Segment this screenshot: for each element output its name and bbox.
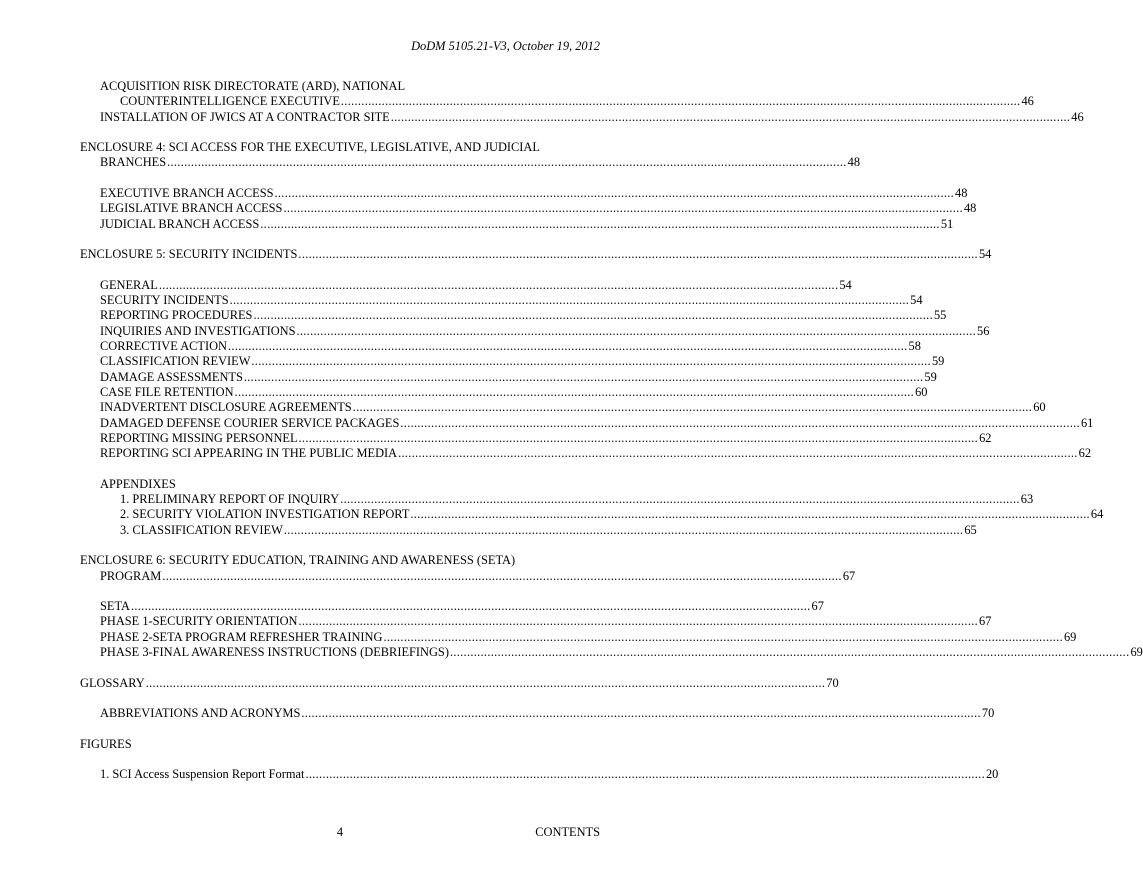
- toc-entry-page: 55: [933, 308, 947, 323]
- toc-entry[interactable]: [80, 323, 990, 339]
- toc-entry-ard[interactable]: [80, 94, 1034, 109]
- toc-entry-page: 59: [924, 369, 937, 384]
- toc-entry-page: 65: [964, 522, 977, 537]
- dot-leader: ........................................................................................................................................................................................................: [298, 430, 979, 445]
- toc-entry-page: 20: [985, 767, 999, 782]
- toc-entry-title: LEGISLATIVE BRANCH ACCESS: [100, 201, 283, 216]
- toc-entry-title: 1. PRELIMINARY REPORT OF INQUIRY: [120, 492, 340, 507]
- toc-entry-enclosure-5[interactable]: [80, 247, 992, 262]
- toc-entry[interactable]: [80, 430, 992, 446]
- dot-leader: ........................................................................................................................................................................................................: [158, 277, 839, 292]
- toc-entry-jwics[interactable]: [80, 109, 1084, 125]
- dot-leader: ........................................................................................................................................................................................................: [383, 629, 1063, 644]
- toc-entry-page: 51: [940, 216, 954, 231]
- dot-leader: ........................................................................................................................................................................................................: [229, 293, 910, 308]
- toc-heading-appendixes: APPENDIXES: [100, 476, 176, 491]
- toc-heading-ard-line1: ACQUISITION RISK DIRECTORATE (ARD), NATIONAL: [100, 79, 406, 93]
- toc-entry-title: JUDICIAL BRANCH ACCESS: [100, 216, 260, 231]
- toc-heading-enclosure-6-line1: ENCLOSURE 6: SECURITY EDUCATION, TRAINING AND AWARENESS (SETA): [80, 553, 516, 568]
- toc-entry[interactable]: [80, 201, 977, 216]
- toc-entry-page: 60: [915, 384, 928, 399]
- toc-entry[interactable]: [80, 446, 1092, 461]
- toc-entry-appendix[interactable]: [80, 507, 1104, 522]
- document-reference-header: DoDM 5105.21-V3, October 19, 2012: [411, 39, 600, 53]
- toc-entry-page: 46: [1071, 109, 1084, 124]
- toc-entry-page: 70: [826, 675, 839, 690]
- dot-leader: ........................................................................................................................................................................................................: [400, 415, 1080, 430]
- toc-entry-page: 56: [977, 323, 990, 338]
- toc-entry[interactable]: [80, 339, 921, 354]
- toc-entry-page: 67: [979, 614, 992, 629]
- toc-entry[interactable]: [80, 614, 992, 629]
- toc-entry-page: 54: [839, 277, 852, 292]
- toc-entry[interactable]: [80, 308, 947, 323]
- dot-leader: ........................................................................................................................................................................................................: [449, 644, 1130, 659]
- dot-leader: ........................................................................................................................................................................................................: [283, 201, 963, 216]
- toc-entry-title: PHASE 3-FINAL AWARENESS INSTRUCTIONS (DEBRIEFINGS): [100, 644, 449, 659]
- dot-leader: ........................................................................................................................................................................................................: [243, 369, 924, 384]
- toc-entry-title: ABBREVIATIONS AND ACRONYMS: [100, 706, 301, 721]
- toc-entry-title: BRANCHES: [100, 155, 167, 170]
- dot-leader: ........................................................................................................................................................................................................: [234, 384, 915, 399]
- dot-leader: ........................................................................................................................................................................................................: [145, 675, 826, 690]
- dot-leader: ........................................................................................................................................................................................................: [274, 186, 955, 201]
- dot-leader: ........................................................................................................................................................................................................: [340, 94, 1021, 109]
- toc-entry-title: PHASE 1-SECURITY ORIENTATION: [100, 614, 298, 629]
- table-of-contents: [80, 79, 1143, 783]
- toc-entry-page: 69: [1063, 629, 1077, 644]
- toc-entry-title: CLASSIFICATION REVIEW: [100, 354, 251, 369]
- toc-entry-page: 62: [979, 430, 992, 445]
- toc-entry-title: REPORTING SCI APPEARING IN THE PUBLIC MEDIA: [100, 446, 398, 461]
- toc-entry-page: 70: [981, 706, 995, 721]
- toc-entry[interactable]: [80, 216, 954, 232]
- dot-leader: ........................................................................................................................................................................................................: [130, 599, 811, 614]
- toc-entry-page: 64: [1090, 507, 1104, 522]
- toc-entry-page: 48: [847, 155, 861, 170]
- toc-entry[interactable]: [80, 415, 1094, 431]
- dot-leader: ........................................................................................................................................................................................................: [340, 492, 1020, 507]
- toc-entry[interactable]: [80, 599, 824, 614]
- toc-entry-title: 2. SECURITY VIOLATION INVESTIGATION REPORT: [120, 507, 410, 522]
- dot-leader: ........................................................................................................................................................................................................: [253, 308, 933, 323]
- dot-leader: ........................................................................................................................................................................................................: [162, 568, 842, 583]
- toc-entry-title: GENERAL: [100, 277, 158, 292]
- toc-entry-page: 67: [842, 568, 856, 583]
- toc-entry-title: REPORTING PROCEDURES: [100, 308, 253, 323]
- toc-entry-title: 1. SCI Access Suspension Report Format: [100, 767, 305, 782]
- dot-leader: ........................................................................................................................................................................................................: [228, 339, 908, 354]
- toc-entry[interactable]: [80, 354, 945, 369]
- toc-entry-page: 46: [1021, 94, 1034, 109]
- toc-entry[interactable]: [80, 186, 968, 201]
- dot-leader: ........................................................................................................................................................................................................: [251, 354, 931, 369]
- toc-entry-page: 48: [963, 201, 977, 216]
- toc-entry-page: 69: [1130, 644, 1143, 659]
- dot-leader: ........................................................................................................................................................................................................: [305, 767, 985, 782]
- toc-entry[interactable]: [80, 644, 1143, 660]
- toc-entry-title: CASE FILE RETENTION: [100, 384, 234, 399]
- dot-leader: ........................................................................................................................................................................................................: [301, 706, 981, 721]
- toc-entry[interactable]: [80, 277, 852, 293]
- toc-entry-page: 54: [978, 247, 992, 262]
- dot-leader: ........................................................................................................................................................................................................: [410, 507, 1090, 522]
- toc-entry-glossary[interactable]: [80, 675, 839, 691]
- dot-leader: ........................................................................................................................................................................................................: [167, 155, 847, 170]
- toc-heading-enclosure-4-line1: ENCLOSURE 4: SCI ACCESS FOR THE EXECUTIVE, LEGISLATIVE, AND JUDICIAL: [80, 140, 540, 155]
- toc-entry-page: 48: [955, 186, 968, 201]
- dot-leader: ........................................................................................................................................................................................................: [298, 614, 979, 629]
- dot-leader: ........................................................................................................................................................................................................: [398, 446, 1078, 461]
- toc-entry-title: CORRECTIVE ACTION: [100, 339, 228, 354]
- toc-entry[interactable]: [80, 369, 937, 385]
- toc-entry-title: DAMAGE ASSESSMENTS: [100, 369, 243, 384]
- toc-entry-title: INADVERTENT DISCLOSURE AGREEMENTS: [100, 400, 352, 415]
- toc-entry-page: 59: [931, 354, 945, 369]
- toc-entry-appendix[interactable]: [80, 522, 977, 538]
- toc-entry-title: PROGRAM: [100, 568, 162, 583]
- toc-entry[interactable]: [80, 706, 995, 721]
- toc-entry-title: REPORTING MISSING PERSONNEL: [100, 430, 298, 445]
- toc-entry[interactable]: [80, 629, 1077, 645]
- toc-entry-title: EXECUTIVE BRANCH ACCESS: [100, 186, 274, 201]
- toc-entry-appendix[interactable]: [80, 492, 1034, 507]
- toc-entry-title: ENCLOSURE 5: SECURITY INCIDENTS: [80, 247, 298, 262]
- dot-leader: ........................................................................................................................................................................................................: [296, 323, 977, 338]
- toc-entry-title: COUNTERINTELLIGENCE EXECUTIVE: [120, 94, 340, 109]
- toc-entry[interactable]: [80, 400, 1046, 415]
- toc-entry-page: 58: [908, 339, 921, 354]
- toc-entry-title: PHASE 2-SETA PROGRAM REFRESHER TRAINING: [100, 629, 383, 644]
- toc-entry-enclosure-4[interactable]: [80, 155, 861, 170]
- dot-leader: ........................................................................................................................................................................................................: [283, 522, 964, 537]
- toc-entry-figure[interactable]: [80, 767, 999, 782]
- dot-leader: ........................................................................................................................................................................................................: [352, 400, 1033, 415]
- toc-heading-figures: FIGURES: [80, 736, 132, 751]
- toc-entry-title: GLOSSARY: [80, 675, 145, 690]
- toc-entry-title: INSTALLATION OF JWICS AT A CONTRACTOR SITE: [100, 109, 390, 124]
- toc-entry-page: 67: [811, 599, 824, 614]
- dot-leader: ........................................................................................................................................................................................................: [260, 216, 940, 231]
- toc-entry-page: 60: [1033, 400, 1046, 415]
- toc-entry-page: 62: [1078, 446, 1092, 461]
- toc-entry-title: SETA: [100, 599, 130, 614]
- dot-leader: ........................................................................................................................................................................................................: [298, 247, 978, 262]
- dot-leader: ........................................................................................................................................................................................................: [390, 109, 1071, 124]
- toc-entry-enclosure-6[interactable]: [80, 568, 856, 584]
- toc-entry[interactable]: [80, 293, 923, 308]
- toc-entry-title: INQUIRIES AND INVESTIGATIONS: [100, 323, 296, 338]
- page-number: 4: [336, 825, 344, 839]
- footer-section-label: CONTENTS: [535, 825, 600, 839]
- toc-entry-title: SECURITY INCIDENTS: [100, 293, 229, 308]
- toc-entry[interactable]: [80, 384, 928, 400]
- toc-entry-page: 63: [1020, 492, 1034, 507]
- toc-entry-page: 61: [1080, 415, 1094, 430]
- toc-entry-page: 54: [910, 293, 923, 308]
- toc-entry-title: DAMAGED DEFENSE COURIER SERVICE PACKAGES: [100, 415, 400, 430]
- toc-entry-title: 3. CLASSIFICATION REVIEW: [120, 522, 283, 537]
